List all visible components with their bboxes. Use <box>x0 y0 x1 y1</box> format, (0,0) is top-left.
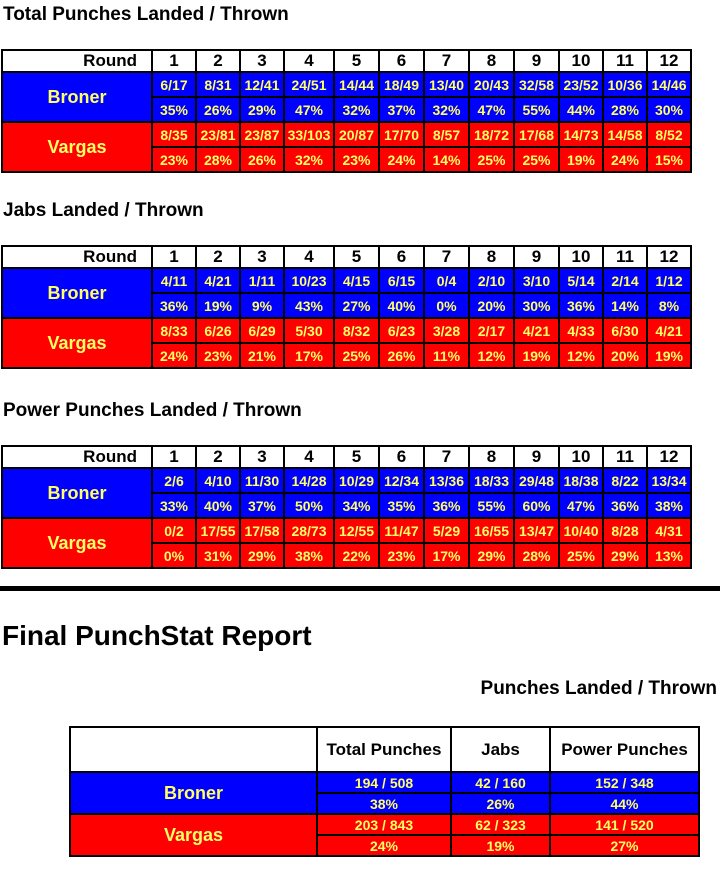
round-number: 6 <box>379 246 424 268</box>
landed-thrown-cell: 33/103 <box>284 122 334 147</box>
col-header-power: Power Punches <box>550 727 699 772</box>
jabs-title: Jabs Landed / Thrown <box>3 200 204 221</box>
percent-cell: 12% <box>559 343 603 368</box>
landed-thrown-cell: 10/29 <box>334 468 379 493</box>
fighter-name: Broner <box>70 772 317 814</box>
round-number: 3 <box>240 50 284 72</box>
power-punches-title: Power Punches Landed / Thrown <box>3 400 302 421</box>
landed-thrown-cell: 13/36 <box>424 468 469 493</box>
landed-thrown-cell: 18/72 <box>469 122 514 147</box>
percent-cell: 26% <box>379 343 424 368</box>
percent-cell: 24% <box>317 835 451 856</box>
round-number: 3 <box>240 246 284 268</box>
landed-thrown-cell: 6/15 <box>379 268 424 293</box>
round-number: 1 <box>152 50 196 72</box>
percent-cell: 26% <box>451 793 550 814</box>
percent-cell: 34% <box>334 493 379 518</box>
percent-cell: 9% <box>240 293 284 318</box>
landed-thrown-cell: 1/12 <box>647 268 691 293</box>
percent-cell: 38% <box>284 543 334 568</box>
landed-thrown-cell: 17/58 <box>240 518 284 543</box>
landed-thrown-cell: 6/23 <box>379 318 424 343</box>
round-number: 4 <box>284 246 334 268</box>
fighter-name: Vargas <box>2 318 152 368</box>
percent-cell: 0% <box>424 293 469 318</box>
round-number: 11 <box>603 50 647 72</box>
landed-thrown-cell: 18/33 <box>469 468 514 493</box>
landed-thrown-cell: 6/30 <box>603 318 647 343</box>
jabs-table <box>1 245 692 369</box>
landed-thrown-cell: 20/87 <box>334 122 379 147</box>
percent-cell: 30% <box>514 293 559 318</box>
landed-thrown-cell: 11/30 <box>240 468 284 493</box>
percent-cell: 40% <box>196 493 240 518</box>
percent-cell: 37% <box>379 97 424 122</box>
round-number: 10 <box>559 50 603 72</box>
round-number: 8 <box>469 246 514 268</box>
landed-thrown-cell: 17/68 <box>514 122 559 147</box>
percent-cell: 29% <box>240 97 284 122</box>
round-number: 8 <box>469 446 514 468</box>
percent-cell: 30% <box>647 97 691 122</box>
percent-cell: 29% <box>469 543 514 568</box>
percent-cell: 19% <box>514 343 559 368</box>
landed-thrown-cell: 10/40 <box>559 518 603 543</box>
percent-cell: 28% <box>514 543 559 568</box>
landed-thrown-cell: 18/49 <box>379 72 424 97</box>
percent-cell: 19% <box>196 293 240 318</box>
landed-thrown-cell: 3/28 <box>424 318 469 343</box>
landed-thrown-cell: 4/21 <box>647 318 691 343</box>
landed-thrown-cell: 24/51 <box>284 72 334 97</box>
landed-thrown-cell: 2/6 <box>152 468 196 493</box>
landed-thrown-cell: 12/41 <box>240 72 284 97</box>
percent-cell: 11% <box>424 343 469 368</box>
round-header-label: Round <box>2 446 152 468</box>
percent-cell: 29% <box>240 543 284 568</box>
percent-cell: 20% <box>469 293 514 318</box>
final-report-table <box>69 726 700 857</box>
percent-cell: 29% <box>603 543 647 568</box>
fighter-name: Vargas <box>2 518 152 568</box>
landed-thrown-cell: 18/38 <box>559 468 603 493</box>
percent-cell: 19% <box>451 835 550 856</box>
landed-thrown-cell: 6/26 <box>196 318 240 343</box>
round-header-label: Round <box>2 246 152 268</box>
round-number: 12 <box>647 446 691 468</box>
landed-thrown-cell: 20/43 <box>469 72 514 97</box>
landed-thrown-cell: 32/58 <box>514 72 559 97</box>
percent-cell: 24% <box>152 343 196 368</box>
landed-thrown-cell: 5/29 <box>424 518 469 543</box>
round-number: 3 <box>240 446 284 468</box>
fighter-name: Broner <box>2 72 152 122</box>
round-number: 7 <box>424 246 469 268</box>
percent-cell: 12% <box>469 343 514 368</box>
landed-thrown-cell: 28/73 <box>284 518 334 543</box>
final-report-title: Final PunchStat Report <box>2 620 312 651</box>
round-number: 1 <box>152 446 196 468</box>
round-number: 11 <box>603 446 647 468</box>
corner-cell <box>70 727 317 772</box>
landed-thrown-cell: 8/28 <box>603 518 647 543</box>
col-header-total: Total Punches <box>317 727 451 772</box>
landed-thrown-cell: 3/10 <box>514 268 559 293</box>
landed-thrown-cell: 17/70 <box>379 122 424 147</box>
round-number: 7 <box>424 50 469 72</box>
percent-cell: 26% <box>240 147 284 172</box>
percent-cell: 28% <box>196 147 240 172</box>
percent-cell: 25% <box>334 343 379 368</box>
landed-thrown-cell: 8/22 <box>603 468 647 493</box>
landed-thrown-cell: 2/10 <box>469 268 514 293</box>
percent-cell: 28% <box>603 97 647 122</box>
percent-cell: 33% <box>152 493 196 518</box>
percent-cell: 37% <box>240 493 284 518</box>
landed-thrown-cell: 13/34 <box>647 468 691 493</box>
total-punches-title: Total Punches Landed / Thrown <box>3 4 289 25</box>
percent-cell: 55% <box>514 97 559 122</box>
percent-cell: 44% <box>559 97 603 122</box>
round-number: 8 <box>469 50 514 72</box>
round-number: 7 <box>424 446 469 468</box>
round-number: 4 <box>284 50 334 72</box>
percent-cell: 14% <box>424 147 469 172</box>
percent-cell: 19% <box>559 147 603 172</box>
landed-thrown-cell: 12/34 <box>379 468 424 493</box>
percent-cell: 36% <box>603 493 647 518</box>
landed-thrown-cell: 23/81 <box>196 122 240 147</box>
round-number: 12 <box>647 50 691 72</box>
landed-thrown-cell: 2/14 <box>603 268 647 293</box>
landed-thrown-cell: 152 / 348 <box>550 772 699 793</box>
percent-cell: 0% <box>152 543 196 568</box>
percent-cell: 27% <box>334 293 379 318</box>
percent-cell: 32% <box>424 97 469 122</box>
landed-thrown-cell: 13/47 <box>514 518 559 543</box>
landed-thrown-cell: 6/29 <box>240 318 284 343</box>
fighter-name: Broner <box>2 468 152 518</box>
percent-cell: 38% <box>647 493 691 518</box>
round-number: 4 <box>284 446 334 468</box>
percent-cell: 21% <box>240 343 284 368</box>
percent-cell: 23% <box>379 543 424 568</box>
percent-cell: 25% <box>559 543 603 568</box>
landed-thrown-cell: 14/73 <box>559 122 603 147</box>
landed-thrown-cell: 4/31 <box>647 518 691 543</box>
round-number: 5 <box>334 246 379 268</box>
percent-cell: 22% <box>334 543 379 568</box>
round-number: 9 <box>514 246 559 268</box>
percent-cell: 19% <box>647 343 691 368</box>
power-punches-table <box>1 445 692 569</box>
landed-thrown-cell: 194 / 508 <box>317 772 451 793</box>
percent-cell: 20% <box>603 343 647 368</box>
landed-thrown-cell: 23/87 <box>240 122 284 147</box>
percent-cell: 43% <box>284 293 334 318</box>
total-punches-table <box>1 49 692 173</box>
col-header-jabs: Jabs <box>451 727 550 772</box>
landed-thrown-cell: 10/36 <box>603 72 647 97</box>
landed-thrown-cell: 5/30 <box>284 318 334 343</box>
percent-cell: 23% <box>334 147 379 172</box>
percent-cell: 35% <box>152 97 196 122</box>
percent-cell: 13% <box>647 543 691 568</box>
round-number: 5 <box>334 446 379 468</box>
percent-cell: 25% <box>469 147 514 172</box>
round-number: 10 <box>559 446 603 468</box>
landed-thrown-cell: 0/4 <box>424 268 469 293</box>
round-header-label: Round <box>2 50 152 72</box>
percent-cell: 17% <box>424 543 469 568</box>
fighter-name: Broner <box>2 268 152 318</box>
landed-thrown-cell: 0/2 <box>152 518 196 543</box>
landed-thrown-cell: 1/11 <box>240 268 284 293</box>
landed-thrown-cell: 4/10 <box>196 468 240 493</box>
landed-thrown-cell: 5/14 <box>559 268 603 293</box>
percent-cell: 8% <box>647 293 691 318</box>
percent-cell: 24% <box>379 147 424 172</box>
landed-thrown-cell: 14/46 <box>647 72 691 97</box>
percent-cell: 31% <box>196 543 240 568</box>
percent-cell: 23% <box>152 147 196 172</box>
landed-thrown-cell: 4/33 <box>559 318 603 343</box>
round-number: 2 <box>196 50 240 72</box>
fighter-name: Vargas <box>70 814 317 856</box>
percent-cell: 47% <box>559 493 603 518</box>
round-number: 5 <box>334 50 379 72</box>
landed-thrown-cell: 16/55 <box>469 518 514 543</box>
percent-cell: 14% <box>603 293 647 318</box>
landed-thrown-cell: 12/55 <box>334 518 379 543</box>
landed-thrown-cell: 62 / 323 <box>451 814 550 835</box>
percent-cell: 17% <box>284 343 334 368</box>
percent-cell: 27% <box>550 835 699 856</box>
round-number: 9 <box>514 50 559 72</box>
round-number: 12 <box>647 246 691 268</box>
round-number: 10 <box>559 246 603 268</box>
percent-cell: 50% <box>284 493 334 518</box>
landed-thrown-cell: 8/33 <box>152 318 196 343</box>
landed-thrown-cell: 23/52 <box>559 72 603 97</box>
round-number: 1 <box>152 246 196 268</box>
percent-cell: 47% <box>284 97 334 122</box>
percent-cell: 36% <box>424 493 469 518</box>
percent-cell: 35% <box>379 493 424 518</box>
percent-cell: 38% <box>317 793 451 814</box>
percent-cell: 32% <box>334 97 379 122</box>
landed-thrown-cell: 17/55 <box>196 518 240 543</box>
landed-thrown-cell: 4/21 <box>514 318 559 343</box>
percent-cell: 60% <box>514 493 559 518</box>
landed-thrown-cell: 4/11 <box>152 268 196 293</box>
percent-cell: 32% <box>284 147 334 172</box>
percent-cell: 36% <box>559 293 603 318</box>
landed-thrown-cell: 10/23 <box>284 268 334 293</box>
percent-cell: 15% <box>647 147 691 172</box>
landed-thrown-cell: 42 / 160 <box>451 772 550 793</box>
landed-thrown-cell: 6/17 <box>152 72 196 97</box>
landed-thrown-cell: 14/58 <box>603 122 647 147</box>
round-number: 2 <box>196 446 240 468</box>
landed-thrown-cell: 8/32 <box>334 318 379 343</box>
percent-cell: 55% <box>469 493 514 518</box>
percent-cell: 25% <box>514 147 559 172</box>
fighter-name: Vargas <box>2 122 152 172</box>
landed-thrown-cell: 8/35 <box>152 122 196 147</box>
landed-thrown-cell: 8/52 <box>647 122 691 147</box>
landed-thrown-cell: 29/48 <box>514 468 559 493</box>
landed-thrown-cell: 14/28 <box>284 468 334 493</box>
landed-thrown-cell: 2/17 <box>469 318 514 343</box>
round-number: 6 <box>379 50 424 72</box>
landed-thrown-cell: 4/15 <box>334 268 379 293</box>
landed-thrown-cell: 203 / 843 <box>317 814 451 835</box>
percent-cell: 24% <box>603 147 647 172</box>
landed-thrown-cell: 4/21 <box>196 268 240 293</box>
round-number: 11 <box>603 246 647 268</box>
round-number: 6 <box>379 446 424 468</box>
landed-thrown-cell: 14/44 <box>334 72 379 97</box>
landed-thrown-cell: 8/31 <box>196 72 240 97</box>
percent-cell: 36% <box>152 293 196 318</box>
percent-cell: 26% <box>196 97 240 122</box>
landed-thrown-cell: 11/47 <box>379 518 424 543</box>
final-report-subtitle: Punches Landed / Thrown <box>480 678 717 699</box>
landed-thrown-cell: 141 / 520 <box>550 814 699 835</box>
percent-cell: 44% <box>550 793 699 814</box>
percent-cell: 40% <box>379 293 424 318</box>
percent-cell: 23% <box>196 343 240 368</box>
section-divider <box>0 586 720 591</box>
landed-thrown-cell: 13/40 <box>424 72 469 97</box>
percent-cell: 47% <box>469 97 514 122</box>
round-number: 2 <box>196 246 240 268</box>
landed-thrown-cell: 8/57 <box>424 122 469 147</box>
round-number: 9 <box>514 446 559 468</box>
